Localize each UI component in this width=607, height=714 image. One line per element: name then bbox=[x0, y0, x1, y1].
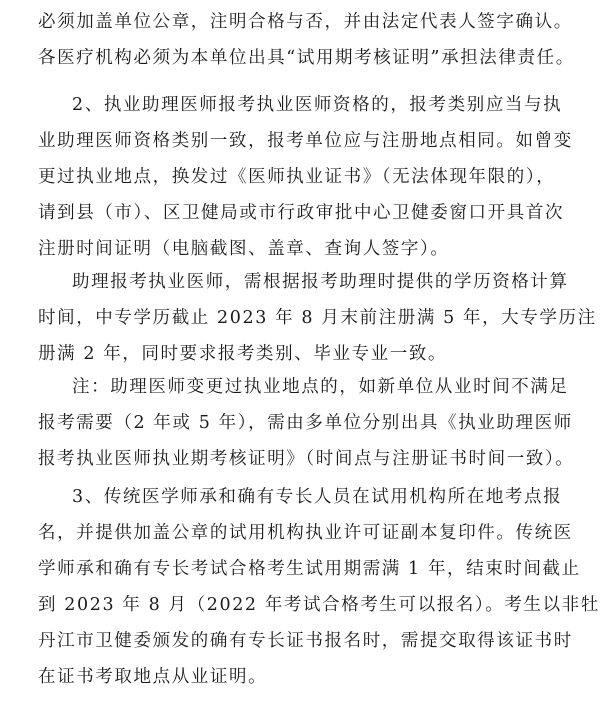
text-line: 册满 2 年，同时要求报考类别、毕业专业一致。 bbox=[38, 344, 448, 364]
text-line: 时间，中专学历截止 2023 年 8 月末前注册满 5 年，大专学历注 bbox=[38, 308, 597, 328]
text-line: 注册时间证明（电脑截图、盖章、查询人签字）。 bbox=[38, 239, 450, 259]
text-line: 在证书考取地点从业证明。 bbox=[38, 667, 268, 687]
paragraph-assistant-start: 助理报考执业医师，需根据报考助理时提供的学历资格计算 bbox=[72, 272, 569, 292]
text-line: 丹江市卫健委颁发的确有专长证书报名时，需提交取得该证书时 bbox=[38, 631, 573, 651]
text-line: 报考需要（2 年或 5 年），需由多单位分别出具《执业助理医师 bbox=[38, 413, 573, 433]
text-line: 必须加盖单位公章，注明合格与否，并由法定代表人签字确认。 bbox=[38, 12, 573, 32]
note-paragraph-start: 注：助理医师变更过执业地点的，如新单位从业时间不满足 bbox=[72, 377, 569, 397]
text-line: 请到县（市）、区卫健局或市行政审批中心卫健委窗口开具首次 bbox=[38, 203, 565, 223]
text-line: 报考执业医师执业期考核证明》（时间点与注册证书时间一致）。 bbox=[38, 449, 575, 469]
paragraph-2-start: 2、执业助理医师报考执业医师资格的，报考类别应当与执 bbox=[72, 95, 563, 115]
text-line: 更过执业地点，换发过《医师执业证书》（无法体现年限的）， bbox=[38, 167, 556, 187]
text-line: 名，并提供加盖公章的试用机构执业许可证副本复印件。传统医 bbox=[38, 523, 573, 543]
text-line: 学师承和确有专长考试合格考生试用期需满 1 年，结束时间截止 bbox=[38, 559, 581, 579]
text-line: 业助理医师资格类别一致，报考单位应与注册地点相同。如曾变 bbox=[38, 131, 573, 151]
text-line: 各医疗机构必须为本单位出具“试用期考核证明”承担法律责任。 bbox=[38, 48, 575, 68]
paragraph-3-start: 3、传统医学师承和确有专长人员在试用机构所在地考点报 bbox=[72, 487, 563, 507]
text-line: 到 2023 年 8 月（2022 年考试合格考生可以报名）。考生以非牡 bbox=[38, 595, 600, 615]
